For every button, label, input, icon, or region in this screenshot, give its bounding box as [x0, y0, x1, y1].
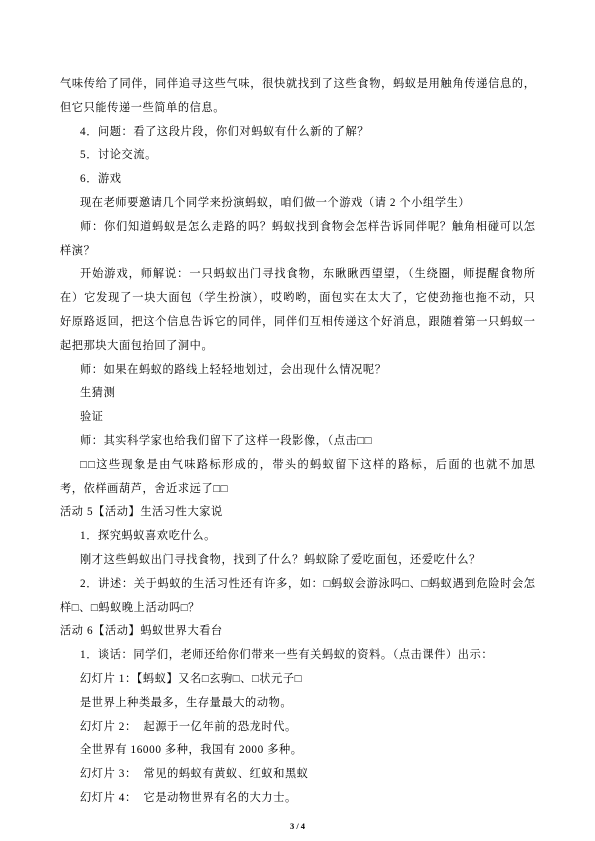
- paragraph-line: 但它只能传递一些简单的信息。: [60, 101, 226, 114]
- numbered-item: 4．问题：看了这段片段，你们对蚂蚁有什么新的了解？: [80, 125, 370, 138]
- paragraph-line: 师：其实科学家也给我们留下了这样一段影像，（点击□□: [80, 434, 373, 447]
- paragraph-line: 现在老师要邀请几个同学来扮演蚂蚁，咱们做一个游戏（请 2 个小组学生）: [80, 196, 471, 209]
- activity-heading: 活动 6【活动】蚂蚁世界大看台: [60, 625, 223, 638]
- slide-line: 幻灯片 3： 常见的蚂蚁有黄蚁、红蚁和黑蚁: [80, 768, 309, 781]
- slide-line: 幻灯片 2： 起源于一亿年前的恐龙时代。: [80, 720, 297, 733]
- paragraph-line: 在）它发现了一块大面包（学生扮演），哎哟哟，面包实在太大了，它使劲拖也拖不动，只: [60, 292, 535, 305]
- paragraph-line: 样□、□蚂蚁晚上活动吗□？: [60, 601, 200, 614]
- numbered-item: 1．探究蚂蚁喜欢吃什么。: [80, 530, 216, 543]
- paragraph-line: 样演？: [60, 244, 96, 257]
- numbered-item: 1．谈话：同学们，老师还给你们带来一些有关蚂蚁的资料。（点击课件）出示：: [80, 649, 494, 662]
- document-body: [60, 73, 535, 811]
- numbered-item: 6．游戏: [80, 173, 122, 186]
- paragraph-line: 好原路返回，把这个信息告诉它的同伴，同伴们互相传递这个好消息，跟随着第一只蚂蚁一: [60, 315, 535, 328]
- paragraph-line: 师：你们知道蚂蚁是怎么走路的吗？蚂蚁找到食物会怎样告诉同伴呢？触角相碰可以怎: [80, 220, 535, 233]
- numbered-item: 2．讲述：关于蚂蚁的生活习性还有许多，如：□蚂蚁会游泳吗□、□蚂蚁遇到危险时会怎: [80, 577, 535, 590]
- page-number: 3 / 4: [289, 821, 306, 831]
- paragraph-line: 开始游戏，师解说：一只蚂蚁出门寻找食物，东瞅瞅西望望，（生绕圈，师提醒食物所: [80, 268, 535, 281]
- slide-line: 是世界上种类最多，生存量最大的动物。: [80, 696, 293, 709]
- paragraph-line: 考，依样画葫芦，舍近求远了□□: [60, 482, 228, 495]
- paragraph-line: 师：如果在蚂蚁的路线上轻轻地划过，会出现什么情况呢？: [80, 363, 387, 376]
- paragraph-line: 刚才这些蚂蚁出门寻找食物，找到了什么？蚂蚁除了爱吃面包，还爱吃什么？: [80, 553, 481, 566]
- paragraph-line: 气味传给了同伴，同伴追寻这些气味，很快就找到了这些食物，蚂蚁是用触角传递信息的，: [60, 78, 535, 90]
- paragraph-line: 起把那块大面包抬回了洞中。: [60, 339, 214, 352]
- slide-line: 幻灯片 4： 它是动物世界有名的大力士。: [80, 791, 297, 804]
- paragraph-line: □□这些现象是由气味路标形成的，带头的蚂蚁留下这样的路标，后面的也就不加思: [80, 458, 535, 471]
- slide-line: 全世界有 16000 多种，我国有 2000 多种。: [80, 744, 303, 757]
- numbered-item: 5．讨论交流。: [80, 149, 157, 162]
- activity-heading: 活动 5【活动】生活习性大家说: [60, 506, 223, 519]
- slide-line: 幻灯片 1：【蚂蚁】又名□玄驹□、□状元子□: [80, 672, 303, 685]
- paragraph-line: 生猜测: [80, 387, 116, 400]
- paragraph-line: 验证: [80, 411, 104, 424]
